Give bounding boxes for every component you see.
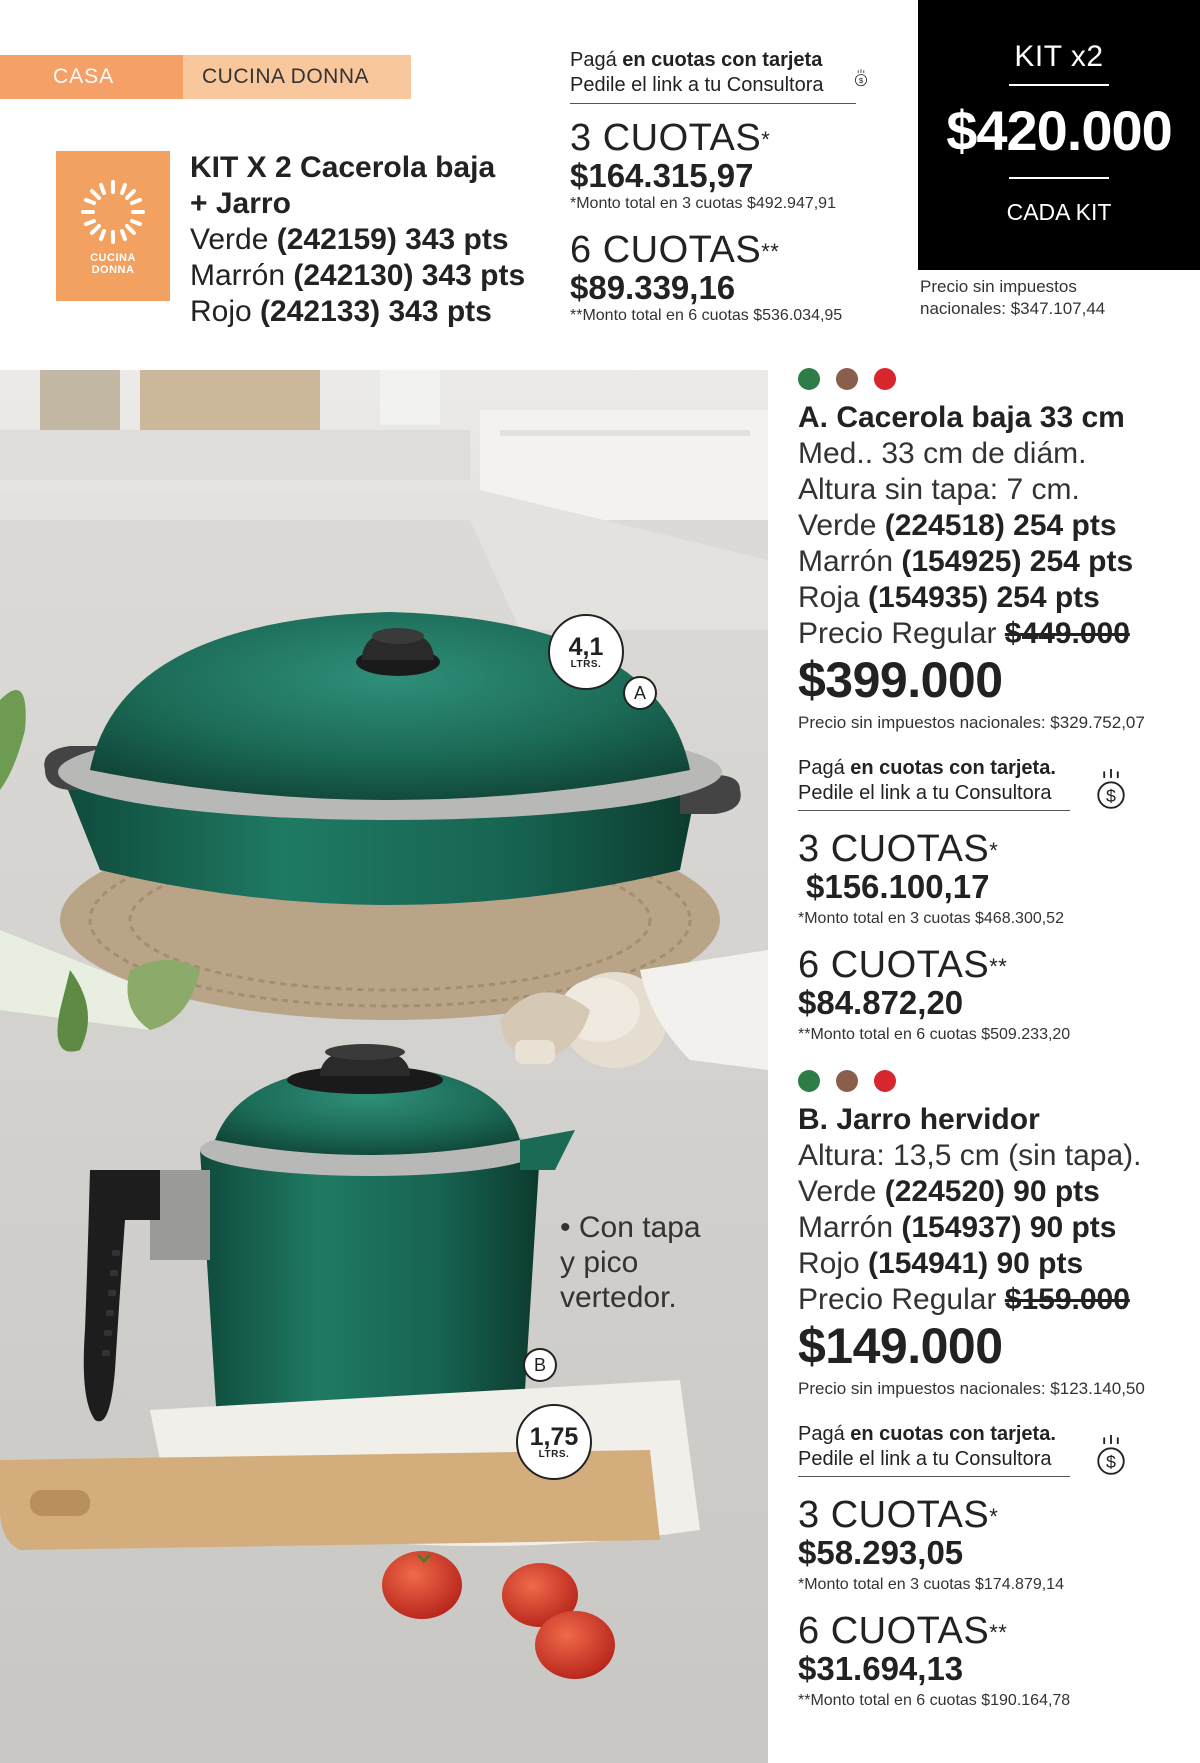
kit-variant: Verde (242159) 343 pts (190, 223, 509, 256)
kit-box-price: $420.000 (946, 99, 1172, 162)
product-b-spec: Altura: 13,5 cm (sin tapa). (798, 1139, 1142, 1172)
kit-tax-note: Precio sin impuestos nacionales: $347.107,44 (920, 277, 1106, 318)
kit-pay-link-note: Pedile el link a tu Consultora (570, 74, 824, 96)
swatch-green[interactable] (798, 1070, 820, 1092)
product-a-variant: Marrón (154925) 254 pts (798, 545, 1134, 578)
brand-logo (56, 151, 170, 301)
brand-logo-text: CUCINA DONNA (90, 252, 136, 276)
product-a-price: $399.000 (798, 652, 1003, 708)
feature-note: • Con tapa y pico vertedor. (560, 1211, 701, 1314)
product-b-regular-price: Precio Regular $159.000 (798, 1283, 1130, 1316)
capacity-a-unit: LTRS. (570, 658, 602, 670)
brand-tab-label: CUCINA DONNA (202, 65, 370, 88)
category-tab[interactable] (0, 55, 183, 99)
sun-logo-icon (77, 176, 149, 248)
kit-6-cuotas-total: **Monto total en 6 cuotas $536.034,95 (570, 307, 843, 324)
product-b-price: $149.000 (798, 1318, 1003, 1374)
product-a-title: A. Cacerola baja 33 cm (798, 401, 1125, 434)
product-b-title: B. Jarro hervidor (798, 1103, 1040, 1136)
product-a (798, 368, 1188, 1045)
kit-title-line2: + Jarro (190, 187, 291, 220)
product-a-6-cuotas-total: **Monto total en 6 cuotas $509.233,20 (798, 1026, 1071, 1043)
svg-text:$: $ (1106, 785, 1116, 806)
product-a-6-cuotas-amount: $84.872,20 (798, 984, 964, 1021)
product-a-variant: Verde (224518) 254 pts (798, 509, 1117, 542)
kit-box-label: KIT x2 (1014, 40, 1104, 73)
dollar-coin-icon (1094, 769, 1128, 811)
category-tab-label: CASA (53, 65, 115, 88)
product-a-pay-note: Pagá en cuotas con tarjeta. Pedile el link a tu Consultora $ (798, 756, 1128, 811)
product-b-6-cuotas-total: **Monto total en 6 cuotas $190.164,78 (798, 1692, 1071, 1709)
product-a-3-cuotas-total: *Monto total en 3 cuotas $468.300,52 (798, 910, 1064, 927)
kit-3-cuotas-total: *Monto total en 3 cuotas $492.947,91 (570, 195, 836, 212)
capacity-badge-b (516, 1404, 592, 1480)
product-b-6-cuotas-label: 6 CUOTAS** (798, 1610, 1008, 1652)
swatch-red[interactable] (874, 1070, 896, 1092)
product-photo (0, 370, 768, 1763)
capacity-badge-a (548, 614, 624, 690)
kit-price-box (918, 0, 1200, 270)
capacity-b-value: 1,75 (529, 1422, 579, 1451)
svg-text:$: $ (1106, 1451, 1116, 1472)
kit-6-cuotas-label: 6 CUOTAS** (570, 229, 780, 271)
capacity-b-unit: LTRS. (538, 1448, 570, 1460)
swatch-green[interactable] (798, 368, 820, 390)
product-b-3-cuotas-label: 3 CUOTAS* (798, 1494, 999, 1536)
dollar-coin-icon (854, 54, 868, 102)
cookware-illustration (0, 370, 768, 1763)
product-b-variant: Marrón (154937) 90 pts (798, 1211, 1117, 1244)
product-b-pay-note: Pagá en cuotas con tarjeta. Pedile el link a tu Consultora $ (798, 1422, 1128, 1477)
kit-box-each: CADA KIT (1006, 199, 1112, 225)
product-a-spec: Med.. 33 cm de diám. (798, 437, 1087, 470)
product-a-regular-price: Precio Regular $449.000 (798, 617, 1130, 650)
product-b-tax: Precio sin impuestos nacionales: $123.140,50 (798, 1379, 1145, 1398)
product-b (798, 1070, 1188, 1711)
product-a-3-cuotas-amount: $156.100,17 (806, 868, 990, 905)
product-a-3-cuotas-label: 3 CUOTAS* (798, 828, 999, 870)
swatch-red[interactable] (874, 368, 896, 390)
color-swatches-b (798, 1070, 1188, 1092)
swatch-brown[interactable] (836, 1070, 858, 1092)
product-b-variant: Verde (224520) 90 pts (798, 1175, 1100, 1208)
svg-text:$: $ (858, 75, 864, 85)
product-a-tax: Precio sin impuestos nacionales: $329.752,07 (798, 713, 1145, 732)
swatch-brown[interactable] (836, 368, 858, 390)
brand-tab[interactable] (183, 55, 411, 99)
capacity-a-value: 4,1 (568, 632, 604, 661)
kit-pay-note: Pagá en cuotas con tarjeta (570, 49, 823, 71)
product-a-spec: Altura sin tapa: 7 cm. (798, 473, 1080, 506)
dollar-coin-icon (1094, 1435, 1128, 1477)
color-swatches-a (798, 368, 1188, 390)
letter-badge-b: B (523, 1348, 557, 1382)
kit-installments (570, 48, 870, 326)
kit-6-cuotas-amount: $89.339,16 (570, 269, 736, 306)
letter-badge-a: A (623, 676, 657, 710)
product-a-6-cuotas-label: 6 CUOTAS** (798, 944, 1008, 986)
kit-3-cuotas-amount: $164.315,97 (570, 157, 754, 194)
product-b-3-cuotas-total: *Monto total en 3 cuotas $174.879,14 (798, 1576, 1064, 1593)
product-b-6-cuotas-amount: $31.694,13 (798, 1650, 964, 1687)
kit-title-block (190, 150, 550, 330)
product-a-variant: Roja (154935) 254 pts (798, 581, 1100, 614)
kit-title-line1: KIT X 2 Cacerola baja (190, 151, 496, 184)
kit-3-cuotas-label: 3 CUOTAS* (570, 117, 771, 159)
product-b-variant: Rojo (154941) 90 pts (798, 1247, 1084, 1280)
kit-variant: Marrón (242130) 343 pts (190, 259, 526, 292)
kit-variant: Rojo (242133) 343 pts (190, 295, 492, 328)
product-b-3-cuotas-amount: $58.293,05 (798, 1534, 964, 1571)
